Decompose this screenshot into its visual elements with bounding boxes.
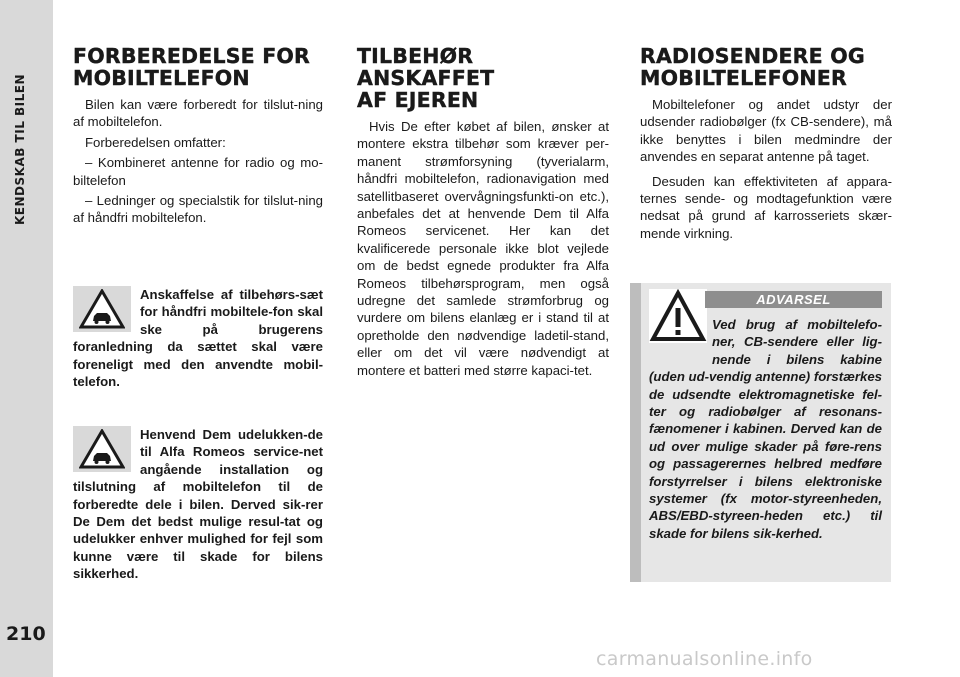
advarsel-text <box>649 316 882 542</box>
paragraph: Hvis De efter købet af bilen, ønsker at montere ekstra tilbehør som kræver per-manent strømforsyning (tyverialarm, håndfri mobiltelefon, radionavigation med satellitbaseret overvågningsfunkti-on etc.), anbefales det at henvende Dem til Alfa Romeos servicenet. Her kan det kvalificerede personale ikke blot vejlede om de bedst egnede produkter fra Alfa Romeos tilbehørsprogram, men også udregne det samlede strømforbrug og vurdere om bilens elanlæg er i stand til at opretholde den nødvendige ladetil-stand, eller om det vil være nødvendigt at montere et batteri med større kapaci-tet. <box>357 119 609 378</box>
warning-text: Anskaffelse af tilbehørs-sæt for håndfri mobiltele-fon skal ske på brugerens foranledning da sættet skal være foreneligt med den anvendte mobil-telefon. <box>73 287 323 390</box>
paragraph: Bilen kan være forberedt for tilslut-ning af mobiltelefon. <box>73 97 323 130</box>
heading-mobile-prep <box>73 45 323 89</box>
column-radio-transmitters <box>640 40 892 249</box>
paragraph: Forberedelsen omfatter: <box>85 134 226 150</box>
body-text <box>640 96 892 242</box>
warning-block-accessory-kit <box>73 286 323 390</box>
advarsel-warning-box <box>630 283 891 582</box>
heading-line: MOBILTELEFON <box>73 66 250 90</box>
heading-line: FORBEREDELSE FOR <box>73 44 311 68</box>
warning-block-service-network <box>73 426 323 583</box>
heading-line: MOBILTELEFONER <box>640 66 847 90</box>
car-warning-icon <box>73 286 131 332</box>
car-warning-icon <box>73 426 131 472</box>
heading-line: AF EJEREN <box>357 88 479 112</box>
paragraph: – Ledninger og specialstik for tilslut-ning af håndfri mobiltelefon. <box>73 193 323 226</box>
paragraph: Desuden kan effektiviteten af appara-ternes sende- og modtagefunktion være nedsat på grund af karrosseriets skær-mende virkning. <box>640 173 892 241</box>
body-text <box>357 118 609 379</box>
page-number: 210 <box>6 623 46 645</box>
sidebar <box>0 0 53 677</box>
warning-text: Henvend Dem udelukken-de til Alfa Romeos service-net angående installation og tilslutning af mobiltelefon til de forberedte dele i bilen. Derved sik-rer De Dem det bedst mulige resul-tat og udelukker enhver mulighed for fejl som kunne være til skade for bilens sikkerhed. <box>73 427 323 582</box>
paragraph: – Kombineret antenne for radio og mo-biltelefon <box>73 155 323 188</box>
heading-line: TILBEHØR ANSKAFFET <box>357 44 495 90</box>
section-title: KENDSKAB TIL BILEN <box>13 73 27 225</box>
advarsel-text-content: Ved brug af mobiltelefo-ner, CB-sendere eller lig-nende i bilens kabine (uden ud-vendig antenne) forstærkes de udsendte elektromagnetiske fel-ter og radiobølger af resonans-fænomener i kabinen. Derved kan de ud over mulige skader på føre-rens og passagerernes helbred medføre forstyrrelser i bilens elektroniske systemer (fx motor-styreenheden, ABS/EBD-styreen-heden etc.) til skade for bilens sik-kerhed. <box>649 317 883 541</box>
advarsel-label: ADVARSEL <box>705 291 882 308</box>
heading-owner-accessories <box>357 45 609 111</box>
paragraph: Mobiltelefoner og andet udstyr der udsender radiobølger (fx CB-sendere), må ikke benyttes i bilen medmindre der anvendes en separat antenne på taget. <box>640 97 892 165</box>
body-text <box>73 96 323 227</box>
watermark: carmanualsonline.info <box>596 648 813 670</box>
heading-line: RADIOSENDERE OG <box>640 44 865 68</box>
heading-radio-transmitters <box>640 45 892 89</box>
column-owner-accessories <box>357 40 609 379</box>
column-mobile-prep <box>73 40 323 230</box>
